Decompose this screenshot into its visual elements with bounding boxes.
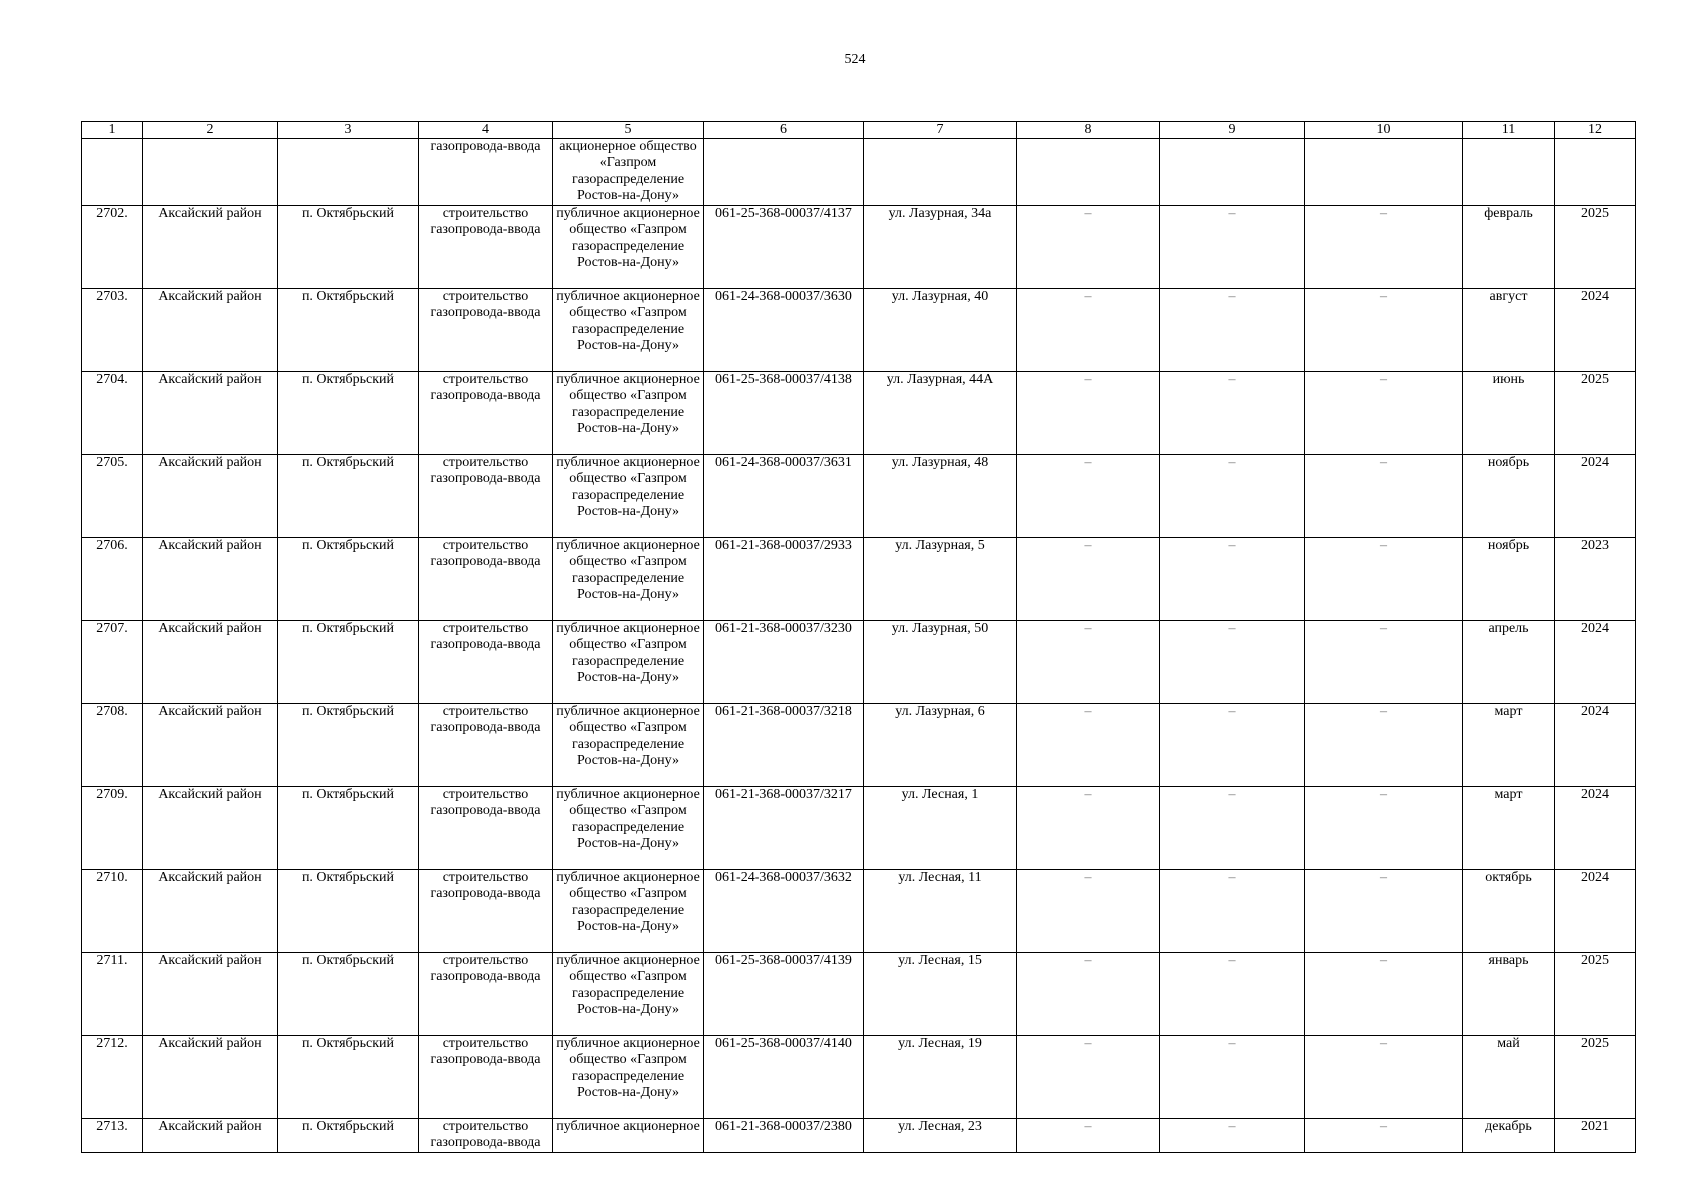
cell-settlement: п. Октябрьский [278, 870, 419, 953]
cell-registry-code: 061-24-368-00037/3631 [704, 455, 864, 538]
cell-month: ноябрь [1463, 455, 1555, 538]
cell-address: ул. Лесная, 19 [864, 1036, 1017, 1119]
cell-col-10: – [1305, 1119, 1463, 1153]
cell-registry-code: 061-25-368-00037/4139 [704, 953, 864, 1036]
cell-row-number: 2703. [82, 289, 143, 372]
cell-empty [1305, 139, 1463, 206]
cell-col-10: – [1305, 1036, 1463, 1119]
cell-month: май [1463, 1036, 1555, 1119]
cell-settlement: п. Октябрьский [278, 538, 419, 621]
cell-district: Аксайский район [143, 621, 278, 704]
continuation-row [82, 139, 1636, 206]
column-number: 11 [1463, 122, 1555, 139]
cell-col-9: – [1160, 953, 1305, 1036]
cell-organization: акционерное общество «Газпром газораспределение Ростов-на-Дону» [553, 139, 704, 206]
cell-address: ул. Лазурная, 6 [864, 704, 1017, 787]
cell-district: Аксайский район [143, 704, 278, 787]
column-number-row [82, 122, 1636, 139]
cell-col-9: – [1160, 206, 1305, 289]
cell-month: январь [1463, 953, 1555, 1036]
cell-work: строительство газопровода-ввода [419, 621, 553, 704]
cell-organization: публичное акционерное общество «Газпром газораспределение Ростов-на-Дону» [553, 953, 704, 1036]
cell-settlement: п. Октябрьский [278, 704, 419, 787]
cell-work: строительство газопровода-ввода [419, 206, 553, 289]
cell-work: строительство газопровода-ввода [419, 538, 553, 621]
cell-col-9: – [1160, 704, 1305, 787]
cell-address: ул. Лазурная, 48 [864, 455, 1017, 538]
cell-settlement: п. Октябрьский [278, 1119, 419, 1153]
cell-col-10: – [1305, 206, 1463, 289]
table-row [82, 621, 1636, 704]
cell-district: Аксайский район [143, 372, 278, 455]
cell-empty [1463, 139, 1555, 206]
cell-registry-code: 061-25-368-00037/4138 [704, 372, 864, 455]
cell-row-number: 2704. [82, 372, 143, 455]
cell-month: март [1463, 704, 1555, 787]
column-number: 5 [553, 122, 704, 139]
cell-empty [1555, 139, 1636, 206]
cell-organization: публичное акционерное общество «Газпром газораспределение Ростов-на-Дону» [553, 455, 704, 538]
cell-district: Аксайский район [143, 1119, 278, 1153]
cell-year: 2023 [1555, 538, 1636, 621]
cell-address: ул. Лесная, 11 [864, 870, 1017, 953]
cell-col-10: – [1305, 538, 1463, 621]
column-number: 1 [82, 122, 143, 139]
cell-year: 2025 [1555, 206, 1636, 289]
table-row [82, 787, 1636, 870]
cell-col-8: – [1017, 1036, 1160, 1119]
cell-month: декабрь [1463, 1119, 1555, 1153]
cell-month: октябрь [1463, 870, 1555, 953]
table-row [82, 372, 1636, 455]
cell-col-9: – [1160, 621, 1305, 704]
cell-organization: публичное акционерное общество «Газпром газораспределение Ростов-на-Дону» [553, 372, 704, 455]
cell-col-9: – [1160, 870, 1305, 953]
cell-col-9: – [1160, 1036, 1305, 1119]
cell-row-number: 2707. [82, 621, 143, 704]
cell-month: апрель [1463, 621, 1555, 704]
cell-settlement: п. Октябрьский [278, 455, 419, 538]
column-number: 7 [864, 122, 1017, 139]
column-number: 2 [143, 122, 278, 139]
cell-empty [1160, 139, 1305, 206]
cell-row-number: 2712. [82, 1036, 143, 1119]
cell-address: ул. Лазурная, 44А [864, 372, 1017, 455]
cell-address: ул. Лесная, 15 [864, 953, 1017, 1036]
cell-col-9: – [1160, 455, 1305, 538]
table-row [82, 1119, 1636, 1153]
cell-month: февраль [1463, 206, 1555, 289]
cell-col-10: – [1305, 870, 1463, 953]
cell-work: строительство газопровода-ввода [419, 953, 553, 1036]
cell-row-number: 2708. [82, 704, 143, 787]
cell-col-8: – [1017, 455, 1160, 538]
cell-organization: публичное акционерное [553, 1119, 704, 1153]
cell-row-number: 2713. [82, 1119, 143, 1153]
cell-settlement: п. Октябрьский [278, 953, 419, 1036]
cell-col-8: – [1017, 538, 1160, 621]
cell-col-10: – [1305, 455, 1463, 538]
cell-year: 2024 [1555, 787, 1636, 870]
cell-organization: публичное акционерное общество «Газпром газораспределение Ростов-на-Дону» [553, 206, 704, 289]
cell-work: строительство газопровода-ввода [419, 372, 553, 455]
cell-year: 2024 [1555, 870, 1636, 953]
cell-year: 2024 [1555, 289, 1636, 372]
cell-col-8: – [1017, 953, 1160, 1036]
cell-month: август [1463, 289, 1555, 372]
cell-registry-code: 061-24-368-00037/3630 [704, 289, 864, 372]
cell-col-9: – [1160, 787, 1305, 870]
cell-address: ул. Лазурная, 50 [864, 621, 1017, 704]
cell-row-number: 2709. [82, 787, 143, 870]
page-number: 524 [844, 52, 866, 67]
cell-col-8: – [1017, 704, 1160, 787]
cell-organization: публичное акционерное общество «Газпром газораспределение Ростов-на-Дону» [553, 538, 704, 621]
cell-empty [82, 139, 143, 206]
cell-col-10: – [1305, 289, 1463, 372]
cell-year: 2025 [1555, 953, 1636, 1036]
cell-row-number: 2710. [82, 870, 143, 953]
cell-col-10: – [1305, 953, 1463, 1036]
cell-col-8: – [1017, 870, 1160, 953]
cell-work: строительство газопровода-ввода [419, 787, 553, 870]
cell-settlement: п. Октябрьский [278, 787, 419, 870]
cell-col-8: – [1017, 206, 1160, 289]
cell-district: Аксайский район [143, 538, 278, 621]
table-row [82, 455, 1636, 538]
cell-registry-code: 061-25-368-00037/4140 [704, 1036, 864, 1119]
cell-row-number: 2706. [82, 538, 143, 621]
cell-registry-code: 061-21-368-00037/3217 [704, 787, 864, 870]
table-row [82, 289, 1636, 372]
table-row [82, 538, 1636, 621]
cell-organization: публичное акционерное общество «Газпром газораспределение Ростов-на-Дону» [553, 289, 704, 372]
cell-empty [143, 139, 278, 206]
cell-col-10: – [1305, 787, 1463, 870]
cell-year: 2024 [1555, 704, 1636, 787]
cell-settlement: п. Октябрьский [278, 372, 419, 455]
cell-organization: публичное акционерное общество «Газпром газораспределение Ростов-на-Дону» [553, 1036, 704, 1119]
cell-work: строительство газопровода-ввода [419, 1119, 553, 1153]
cell-settlement: п. Октябрьский [278, 621, 419, 704]
cell-empty [1017, 139, 1160, 206]
cell-address: ул. Лазурная, 34а [864, 206, 1017, 289]
column-number: 6 [704, 122, 864, 139]
cell-address: ул. Лесная, 23 [864, 1119, 1017, 1153]
table-row [82, 953, 1636, 1036]
cell-empty [864, 139, 1017, 206]
cell-col-8: – [1017, 787, 1160, 870]
cell-month: ноябрь [1463, 538, 1555, 621]
data-table [81, 121, 1636, 1153]
cell-empty [278, 139, 419, 206]
cell-col-8: – [1017, 372, 1160, 455]
cell-col-10: – [1305, 704, 1463, 787]
cell-year: 2025 [1555, 372, 1636, 455]
cell-settlement: п. Октябрьский [278, 289, 419, 372]
cell-row-number: 2702. [82, 206, 143, 289]
cell-registry-code: 061-21-368-00037/2933 [704, 538, 864, 621]
cell-work: строительство газопровода-ввода [419, 870, 553, 953]
column-number: 4 [419, 122, 553, 139]
cell-work: строительство газопровода-ввода [419, 455, 553, 538]
cell-col-9: – [1160, 538, 1305, 621]
cell-address: ул. Лесная, 1 [864, 787, 1017, 870]
cell-work: газопровода-ввода [419, 139, 553, 206]
cell-row-number: 2705. [82, 455, 143, 538]
cell-month: июнь [1463, 372, 1555, 455]
cell-col-8: – [1017, 289, 1160, 372]
column-number: 9 [1160, 122, 1305, 139]
cell-registry-code: 061-24-368-00037/3632 [704, 870, 864, 953]
column-number: 3 [278, 122, 419, 139]
table-row [82, 1036, 1636, 1119]
cell-address: ул. Лазурная, 40 [864, 289, 1017, 372]
cell-year: 2021 [1555, 1119, 1636, 1153]
cell-col-8: – [1017, 621, 1160, 704]
cell-year: 2024 [1555, 455, 1636, 538]
cell-empty [704, 139, 864, 206]
cell-organization: публичное акционерное общество «Газпром газораспределение Ростов-на-Дону» [553, 621, 704, 704]
cell-organization: публичное акционерное общество «Газпром газораспределение Ростов-на-Дону» [553, 870, 704, 953]
cell-year: 2024 [1555, 621, 1636, 704]
cell-registry-code: 061-25-368-00037/4137 [704, 206, 864, 289]
table-row [82, 870, 1636, 953]
cell-work: строительство газопровода-ввода [419, 1036, 553, 1119]
column-number: 12 [1555, 122, 1636, 139]
cell-col-10: – [1305, 621, 1463, 704]
cell-organization: публичное акционерное общество «Газпром газораспределение Ростов-на-Дону» [553, 787, 704, 870]
cell-work: строительство газопровода-ввода [419, 704, 553, 787]
cell-registry-code: 061-21-368-00037/3230 [704, 621, 864, 704]
cell-address: ул. Лазурная, 5 [864, 538, 1017, 621]
table-row [82, 206, 1636, 289]
cell-settlement: п. Октябрьский [278, 206, 419, 289]
column-number: 8 [1017, 122, 1160, 139]
cell-district: Аксайский район [143, 953, 278, 1036]
cell-district: Аксайский район [143, 455, 278, 538]
cell-work: строительство газопровода-ввода [419, 289, 553, 372]
cell-col-9: – [1160, 1119, 1305, 1153]
cell-district: Аксайский район [143, 1036, 278, 1119]
cell-registry-code: 061-21-368-00037/2380 [704, 1119, 864, 1153]
cell-row-number: 2711. [82, 953, 143, 1036]
column-number: 10 [1305, 122, 1463, 139]
cell-col-8: – [1017, 1119, 1160, 1153]
cell-year: 2025 [1555, 1036, 1636, 1119]
cell-settlement: п. Октябрьский [278, 1036, 419, 1119]
cell-organization: публичное акционерное общество «Газпром газораспределение Ростов-на-Дону» [553, 704, 704, 787]
cell-district: Аксайский район [143, 787, 278, 870]
cell-district: Аксайский район [143, 206, 278, 289]
cell-district: Аксайский район [143, 289, 278, 372]
cell-month: март [1463, 787, 1555, 870]
cell-col-9: – [1160, 289, 1305, 372]
table-row [82, 704, 1636, 787]
cell-district: Аксайский район [143, 870, 278, 953]
cell-col-9: – [1160, 372, 1305, 455]
cell-registry-code: 061-21-368-00037/3218 [704, 704, 864, 787]
cell-col-10: – [1305, 372, 1463, 455]
